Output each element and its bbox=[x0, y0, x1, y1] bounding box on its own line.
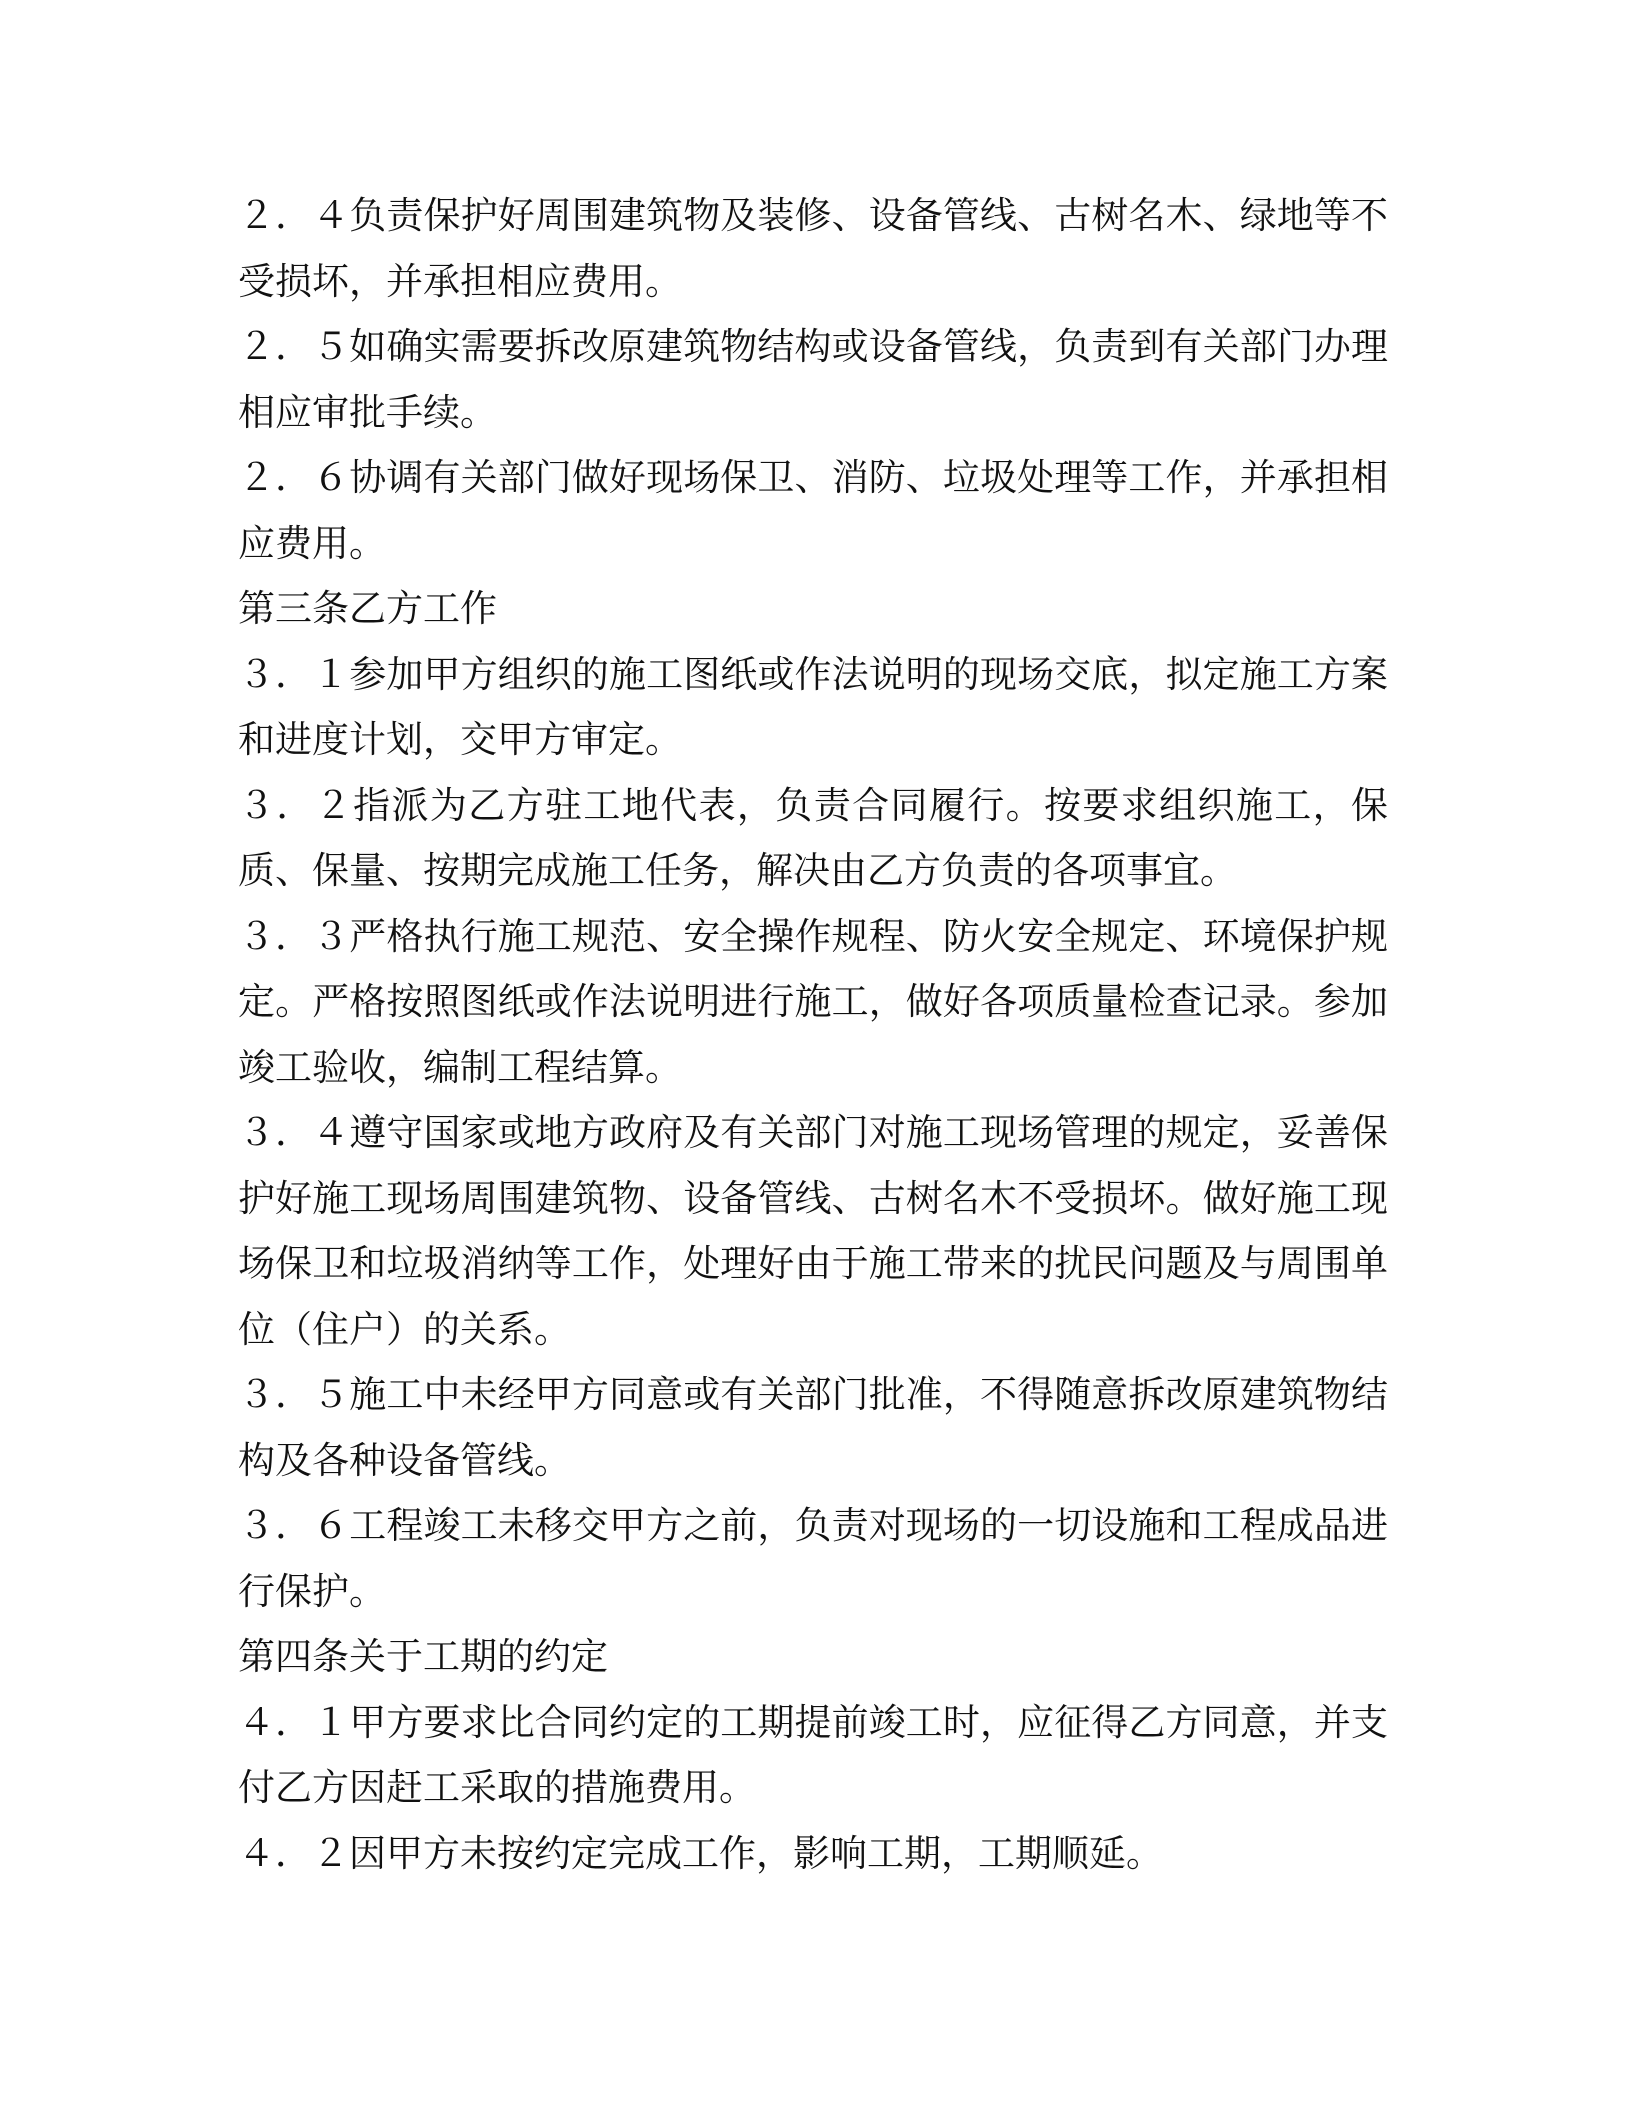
clause-3-3: ３．３严格执行施工规范、安全操作规程、防火安全规定、环境保护规定。严格按照图纸或作法说明进行施工，做好各项质量检查记录。参加竣工验收，编制工程结算。 bbox=[238, 914, 1388, 1089]
article-3-heading: 第三条乙方工作 bbox=[238, 587, 497, 630]
clause-3-6: ３．６工程竣工未移交甲方之前，负责对现场的一切设施和工程成品进行保护。 bbox=[238, 1504, 1388, 1613]
document-body bbox=[238, 183, 1388, 1886]
clause-4-2: ４．２因甲方未按约定完成工作，影响工期，工期顺延。 bbox=[238, 1831, 1163, 1875]
clause-2-4: ２．４负责保护好周围建筑物及装修、设备管线、古树名木、绿地等不受损坏，并承担相应费用。 bbox=[238, 194, 1388, 303]
clause-3-4: ３．４遵守国家或地方政府及有关部门对施工现场管理的规定，妥善保护好施工现场周围建筑物、设备管线、古树名木不受损坏。做好施工现场保卫和垃圾消纳等工作，处理好由于施工带来的扰民问题及与周围单位（住户）的关系。 bbox=[238, 1111, 1388, 1351]
clause-4-1: ４．１甲方要求比合同约定的工期提前竣工时，应征得乙方同意，并支付乙方因赶工采取的措施费用。 bbox=[238, 1700, 1388, 1809]
clause-3-1: ３．１参加甲方组织的施工图纸或作法说明的现场交底，拟定施工方案和进度计划，交甲方审定。 bbox=[238, 652, 1388, 761]
clause-3-5: ３．５施工中未经甲方同意或有关部门批准，不得随意拆改原建筑物结构及各种设备管线。 bbox=[238, 1373, 1388, 1482]
clause-2-6: ２．６协调有关部门做好现场保卫、消防、垃圾处理等工作，并承担相应费用。 bbox=[238, 456, 1388, 565]
clause-3-2: ３．２指派为乙方驻工地代表，负责合同履行。按要求组织施工，保质、保量、按期完成施工任务，解决由乙方负责的各项事宜。 bbox=[238, 783, 1388, 892]
article-4-heading: 第四条关于工期的约定 bbox=[238, 1635, 608, 1678]
clause-2-5: ２．５如确实需要拆改原建筑物结构或设备管线，负责到有关部门办理相应审批手续。 bbox=[238, 325, 1388, 434]
